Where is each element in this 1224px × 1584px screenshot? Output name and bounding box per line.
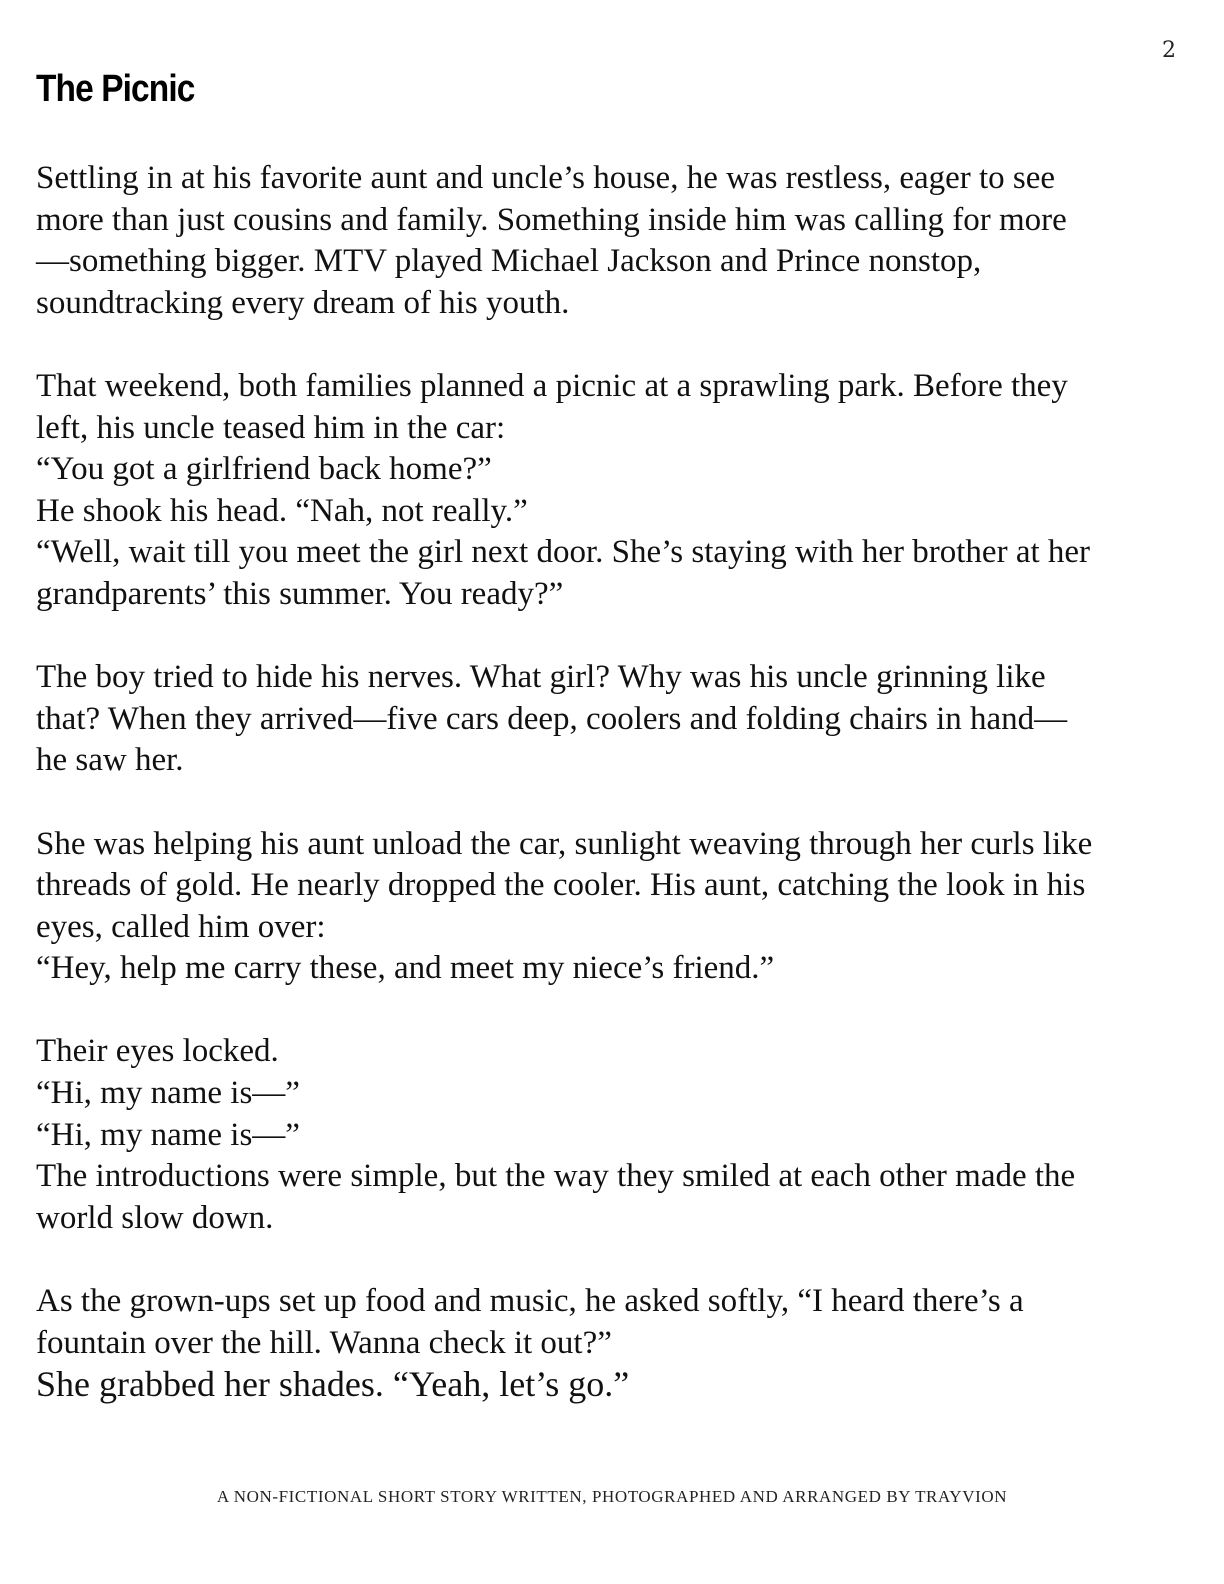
text-line: As the grown-ups set up food and music, he asked softly, “I heard there’s a <box>36 1283 1024 1320</box>
text-line: eyes, called him over: <box>36 908 326 945</box>
text-line: “Hey, help me carry these, and meet my niece’s friend.” <box>36 950 775 987</box>
text-line: Settling in at his favorite aunt and uncle’s house, he was restless, eager to see <box>36 160 1056 196</box>
text-line: —something bigger. MTV played Michael Jackson and Prince nonstop, <box>36 243 982 280</box>
story-body <box>36 158 1196 1447</box>
text-line: “Well, wait till you meet the girl next door. She’s staying with her brother at her <box>36 534 1091 571</box>
story-title: The Picnic <box>36 68 195 110</box>
text-line: The boy tried to hide his nerves. What girl? Why was his uncle grinning like <box>36 659 1046 696</box>
text-line: he saw her. <box>36 742 184 779</box>
text-line: She grabbed her shades. “Yeah, let’s go.” <box>36 1364 630 1405</box>
paragraph <box>36 158 1196 324</box>
text-line: more than just cousins and family. Something inside him was calling for more <box>36 201 1067 238</box>
paragraph <box>36 1031 1196 1239</box>
paragraph <box>36 657 1196 782</box>
text-line: That weekend, both families planned a picnic at a sprawling park. Before they <box>36 367 1068 404</box>
text-line: threads of gold. He nearly dropped the cooler. His aunt, catching the look in his <box>36 867 1086 904</box>
text-line: grandparents’ this summer. You ready?” <box>36 575 564 612</box>
text-line: “Hi, my name is—” <box>36 1116 300 1153</box>
text-line: fountain over the hill. Wanna check it out?” <box>36 1324 612 1361</box>
text-line: left, his uncle teased him in the car: <box>36 409 506 446</box>
text-line: soundtracking every dream of his youth. <box>36 284 570 321</box>
text-line: Their eyes locked. <box>36 1033 279 1070</box>
paragraph <box>36 824 1196 990</box>
page-number: 2 <box>1162 38 1176 63</box>
paragraph <box>36 1281 1196 1406</box>
text-line: “You got a girlfriend back home?” <box>36 451 492 488</box>
text-line: “Hi, my name is—” <box>36 1075 300 1112</box>
text-line: She was helping his aunt unload the car, sunlight weaving through her curls like <box>36 825 1093 862</box>
text-line: that? When they arrived—five cars deep, coolers and folding chairs in hand— <box>36 700 1068 737</box>
text-line: The introductions were simple, but the way they smiled at each other made the <box>36 1158 1076 1195</box>
text-line: world slow down. <box>36 1199 274 1236</box>
page-footer: A NON-FICTIONAL SHORT STORY WRITTEN, PHOTOGRAPHED AND ARRANGED BY TRAYVION <box>216 1487 1008 1506</box>
paragraph <box>36 366 1196 616</box>
text-line: He shook his head. “Nah, not really.” <box>36 492 528 529</box>
